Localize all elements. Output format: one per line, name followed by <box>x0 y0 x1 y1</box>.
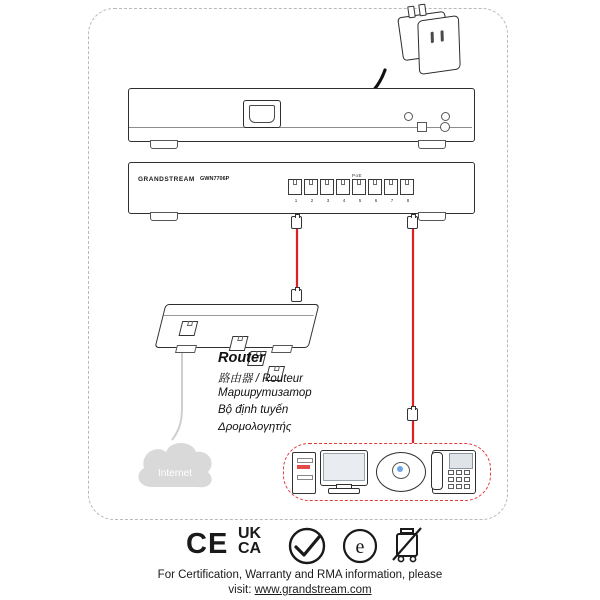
footer-visit-prefix: visit: <box>228 584 255 596</box>
switch-port <box>336 179 350 203</box>
port-number: 5 <box>358 198 362 203</box>
footer-line-1: For Certification, Warranty and RMA information, please <box>157 569 443 581</box>
desk-phone-screen <box>449 453 473 469</box>
keypad-key <box>448 484 454 489</box>
port-number: 3 <box>326 198 330 203</box>
footer-text <box>0 568 600 598</box>
adapter-slot-left <box>431 32 434 43</box>
rj45-plug-switch-port1 <box>291 216 302 229</box>
switch-rear-panel <box>128 88 475 142</box>
internet-cloud-shape <box>138 443 211 487</box>
pc-accent-bar <box>297 465 310 469</box>
port-number: 1 <box>294 198 298 203</box>
rear-foot-left <box>150 140 178 149</box>
rear-screw-icon <box>440 122 450 132</box>
certification-row <box>150 525 450 564</box>
internet-label: Internet <box>158 468 192 479</box>
desk-phone-handset <box>431 452 443 490</box>
adapter-slot-right <box>440 30 443 41</box>
switch-port <box>368 179 382 203</box>
desk-phone-keypad <box>448 470 472 490</box>
keypad-key <box>448 477 454 482</box>
switch-port <box>384 179 398 203</box>
rear-led-indicator <box>404 112 413 121</box>
pc-vent-slot <box>297 475 313 480</box>
router-port-wan <box>179 321 199 336</box>
rj45-plug-endpoint-end <box>407 408 418 421</box>
switch-foot-left <box>150 212 178 221</box>
router-top-edge <box>163 315 313 316</box>
conference-phone-indicator <box>397 466 403 472</box>
keypad-key <box>456 484 462 489</box>
switch-port <box>400 179 414 203</box>
rj45-plug-switch-port7 <box>407 216 418 229</box>
switch-port-block <box>288 179 418 203</box>
switch-brand-label: GRANDSTREAM <box>138 176 195 183</box>
port-number: 7 <box>390 198 394 203</box>
keypad-key <box>464 484 470 489</box>
rear-ground-icon <box>441 112 450 121</box>
router-device <box>155 304 320 348</box>
router-title: Router <box>218 350 265 366</box>
monitor-base <box>328 488 360 494</box>
switch-port <box>288 179 302 203</box>
power-adapter-face <box>417 15 460 75</box>
ukca-line-2: CA <box>238 540 262 557</box>
switch-foot-right <box>418 212 446 221</box>
router-translation-zh-fr: 路由器 / Routeur <box>218 373 303 385</box>
svg-text:e: e <box>355 536 365 558</box>
rear-foot-right <box>418 140 446 149</box>
port-number: 6 <box>374 198 378 203</box>
pc-drive-slot <box>297 458 313 463</box>
internet-link-path <box>172 346 182 440</box>
router-foot-right <box>271 345 293 353</box>
pc-tower <box>292 452 316 494</box>
router-translation-ru: Маршрутизатор <box>218 387 312 399</box>
keypad-key <box>456 477 462 482</box>
grandstream-url-link[interactable]: www.grandstream.com <box>254 584 372 596</box>
monitor-screen <box>323 453 365 481</box>
keypad-key <box>448 470 454 475</box>
ukca-mark <box>238 526 261 556</box>
router-translation-el: Δρομολογητής <box>218 421 292 433</box>
adapter-prong-right <box>418 4 427 17</box>
rear-lock-icon <box>417 122 427 132</box>
port-number: 4 <box>342 198 346 203</box>
keypad-key <box>464 477 470 482</box>
port-number: 8 <box>406 198 410 203</box>
ce-mark: CE <box>186 528 229 560</box>
rj45-plug-router-end <box>291 289 302 302</box>
poe-label: PoE <box>352 173 363 178</box>
adapter-prong-left <box>407 6 416 19</box>
keypad-key <box>456 470 462 475</box>
switch-model-label: GWN7706P <box>200 176 230 182</box>
switch-port <box>320 179 334 203</box>
power-inlet-socket-inner <box>249 105 275 123</box>
keypad-key <box>464 470 470 475</box>
port-number: 2 <box>310 198 314 203</box>
ukca-line-1: UK <box>238 525 262 542</box>
switch-port <box>304 179 318 203</box>
router-translation-vi: Bộ định tuyến <box>218 404 289 416</box>
switch-port <box>352 179 366 203</box>
router-foot-left <box>175 345 197 353</box>
footer-line-2 <box>0 583 600 598</box>
